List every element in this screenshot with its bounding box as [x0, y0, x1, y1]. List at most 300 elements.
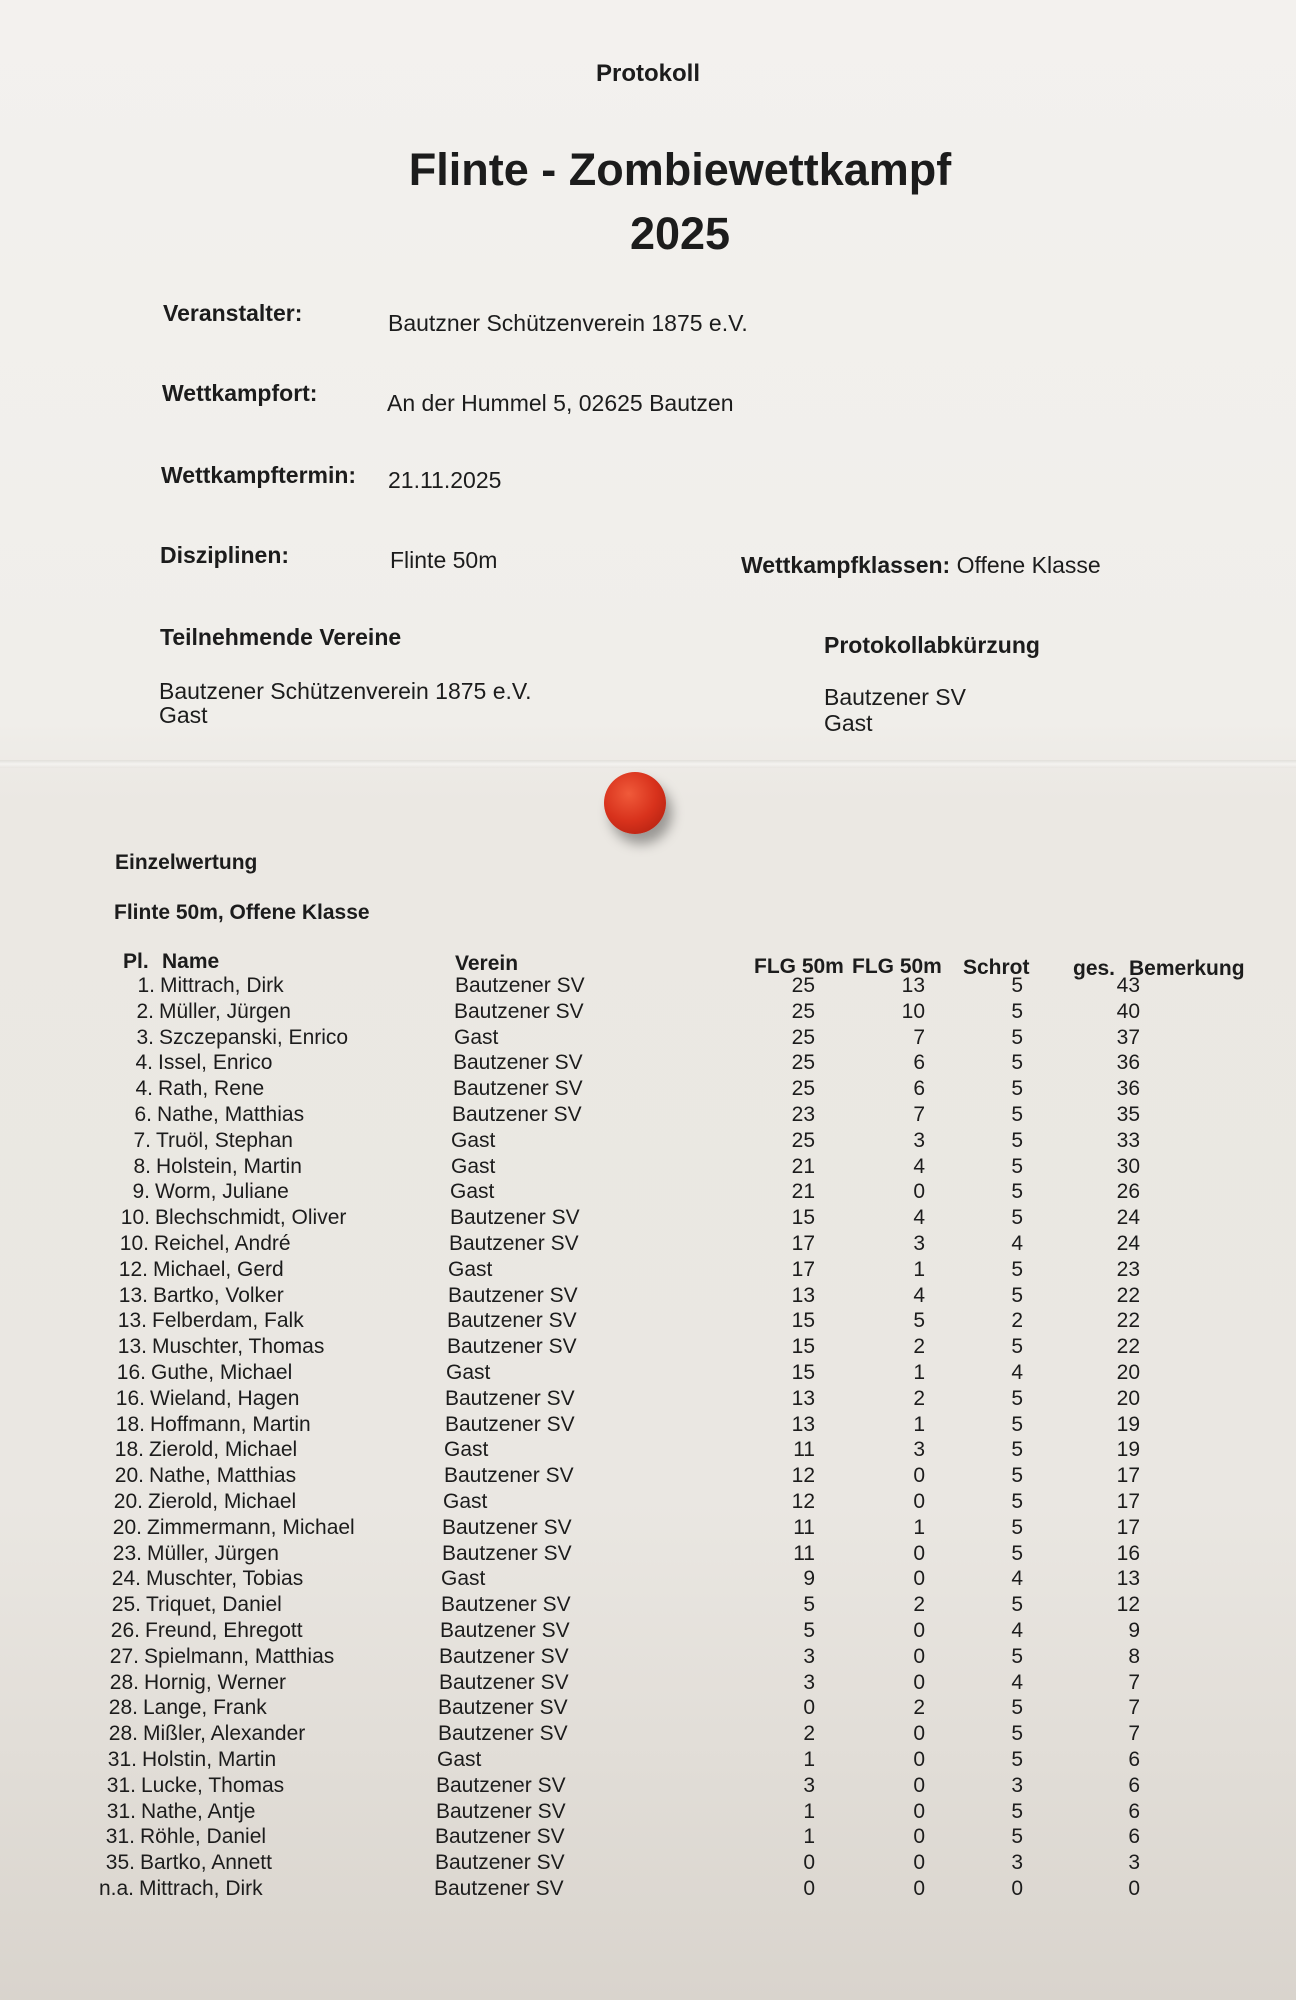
- cell-schrot: 5: [1011, 1489, 1023, 1513]
- cell-flg2: 0: [913, 1773, 925, 1797]
- cell-flg1: 11: [793, 1541, 815, 1565]
- cell-flg1: 13: [791, 1283, 815, 1307]
- cell-name: Lange, Frank: [143, 1696, 267, 1720]
- cell-name: Holstin, Martin: [142, 1747, 277, 1771]
- termin-value: 21.11.2025: [388, 467, 502, 493]
- cell-verein: Gast: [451, 1128, 496, 1152]
- cell-flg2: 1: [913, 1412, 925, 1436]
- cell-pl: 26.: [110, 1618, 140, 1642]
- cell-ges: 33: [1116, 1128, 1140, 1152]
- cell-verein: Bautzener SV: [436, 1773, 566, 1797]
- table-row: [0, 1077, 1296, 1103]
- cell-verein: Bautzener SV: [454, 999, 584, 1023]
- cell-pl: 35.: [105, 1851, 135, 1875]
- table-row: [0, 1671, 1296, 1697]
- cell-name: Zierold, Michael: [148, 1489, 297, 1513]
- table-row: [0, 1774, 1296, 1800]
- table-row: [0, 1155, 1296, 1181]
- cell-flg1: 3: [803, 1773, 815, 1797]
- cell-name: Issel, Enrico: [158, 1051, 273, 1075]
- table-row: [0, 1619, 1296, 1645]
- cell-flg2: 5: [913, 1309, 925, 1333]
- cell-flg1: 9: [803, 1567, 815, 1591]
- cell-flg2: 0: [913, 1722, 925, 1746]
- cell-flg1: 23: [791, 1102, 815, 1126]
- table-row: [0, 1438, 1296, 1464]
- cell-schrot: 5: [1011, 1102, 1023, 1126]
- cell-name: Mißler, Alexander: [143, 1722, 306, 1746]
- cell-verein: Bautzener SV: [440, 1618, 570, 1642]
- cell-pl: 10.: [120, 1206, 150, 1230]
- cell-flg2: 2: [913, 1593, 925, 1617]
- cell-flg2: 1: [913, 1515, 925, 1539]
- vereine-label: Teilnehmende Vereine: [160, 624, 402, 650]
- cell-name: Müller, Jürgen: [159, 999, 291, 1023]
- cell-flg1: 25: [791, 1025, 815, 1049]
- cell-pl: 7.: [133, 1128, 151, 1152]
- cell-flg2: 2: [913, 1696, 925, 1720]
- cell-flg2: 4: [913, 1154, 925, 1178]
- table-row: [0, 1877, 1296, 1903]
- cell-pl: 16.: [116, 1360, 146, 1384]
- cell-pl: 16.: [115, 1386, 145, 1410]
- cell-flg2: 3: [913, 1128, 925, 1152]
- cell-flg2: 0: [913, 1876, 925, 1900]
- cell-verein: Bautzener SV: [436, 1799, 566, 1823]
- cell-verein: Bautzener SV: [447, 1309, 577, 1333]
- cell-flg1: 11: [793, 1438, 815, 1462]
- cell-schrot: 5: [1011, 1799, 1023, 1823]
- cell-schrot: 5: [1011, 1077, 1023, 1101]
- cell-ges: 17: [1116, 1464, 1140, 1488]
- cell-name: Zimmermann, Michael: [147, 1515, 355, 1539]
- vereine-item-1: Bautzener Schützenverein 1875 e.V.: [159, 678, 532, 704]
- table-row: [0, 1542, 1296, 1568]
- table-row: [0, 1232, 1296, 1258]
- cell-schrot: 5: [1011, 974, 1023, 997]
- cell-ges: 22: [1116, 1335, 1140, 1359]
- cell-schrot: 5: [1011, 1722, 1023, 1746]
- table-row: [0, 1413, 1296, 1439]
- col-header-pl: Pl.: [123, 950, 149, 973]
- termin-label: Wettkampftermin:: [161, 462, 357, 488]
- cell-pl: 31.: [105, 1825, 135, 1849]
- cell-name: Guthe, Michael: [151, 1360, 293, 1384]
- cell-name: Müller, Jürgen: [147, 1541, 279, 1565]
- cell-flg1: 21: [791, 1154, 815, 1178]
- cell-pl: 6.: [134, 1102, 152, 1126]
- cell-ges: 12: [1116, 1593, 1140, 1617]
- table-row: [0, 1103, 1296, 1129]
- cell-flg2: 0: [913, 1851, 925, 1875]
- cell-ges: 19: [1116, 1412, 1140, 1436]
- cell-flg1: 25: [791, 999, 815, 1023]
- table-row: [0, 1361, 1296, 1387]
- disziplinen-label: Disziplinen:: [160, 542, 290, 568]
- veranstalter-label: Veranstalter:: [163, 300, 303, 326]
- cell-flg2: 0: [913, 1799, 925, 1823]
- cell-flg2: 2: [913, 1386, 925, 1410]
- cell-flg1: 12: [791, 1464, 815, 1488]
- cell-pl: 23.: [112, 1541, 142, 1565]
- cell-flg1: 2: [803, 1722, 815, 1746]
- cell-verein: Bautzener SV: [447, 1335, 577, 1359]
- cell-flg1: 1: [803, 1799, 815, 1823]
- cell-pl: 31.: [106, 1773, 136, 1797]
- table-row: [0, 1206, 1296, 1232]
- cell-schrot: 5: [1011, 1438, 1023, 1462]
- cell-name: Nathe, Antje: [141, 1799, 256, 1823]
- cell-schrot: 4: [1011, 1618, 1023, 1642]
- table-row: [0, 1051, 1296, 1077]
- table-row: [0, 1000, 1296, 1026]
- cell-schrot: 5: [1011, 1128, 1023, 1152]
- cell-flg2: 0: [913, 1747, 925, 1771]
- cell-flg2: 10: [901, 999, 925, 1023]
- cell-verein: Bautzener SV: [448, 1283, 578, 1307]
- cell-pl: 2.: [136, 999, 154, 1023]
- cell-pl: 4.: [135, 1077, 153, 1101]
- table-row: [0, 1387, 1296, 1413]
- cell-flg2: 0: [913, 1670, 925, 1694]
- cell-schrot: 5: [1011, 1335, 1023, 1359]
- cell-flg1: 5: [803, 1618, 815, 1642]
- cell-schrot: 5: [1011, 1154, 1023, 1178]
- cell-ges: 36: [1116, 1051, 1140, 1075]
- cell-ges: 17: [1116, 1515, 1140, 1539]
- cell-flg1: 21: [791, 1180, 815, 1204]
- cell-verein: Bautzener SV: [439, 1644, 569, 1668]
- cell-flg1: 25: [791, 1051, 815, 1075]
- veranstalter-value: Bautzner Schützenverein 1875 e.V.: [388, 310, 748, 336]
- cell-flg1: 15: [791, 1206, 815, 1230]
- cell-flg1: 17: [791, 1231, 815, 1255]
- table-row: [0, 1593, 1296, 1619]
- title-line-2: 2025: [629, 208, 731, 259]
- cell-pl: 20.: [113, 1489, 143, 1513]
- table-row: [0, 1722, 1296, 1748]
- cell-verein: Gast: [446, 1360, 491, 1384]
- cell-flg2: 0: [913, 1489, 925, 1513]
- cell-pl: 18.: [114, 1438, 144, 1462]
- cell-pl: n.a.: [98, 1876, 134, 1900]
- cell-flg2: 13: [901, 974, 925, 997]
- table-row: [0, 1026, 1296, 1052]
- cell-flg2: 0: [913, 1825, 925, 1849]
- cell-schrot: 2: [1011, 1309, 1023, 1333]
- cell-ges: 37: [1116, 1025, 1140, 1049]
- cell-pl: 13.: [118, 1283, 148, 1307]
- cell-ges: 3: [1128, 1851, 1140, 1875]
- title-line-1: Flinte - Zombiewettkampf: [408, 144, 952, 195]
- table-row: [0, 1180, 1296, 1206]
- cell-pl: 10.: [119, 1231, 149, 1255]
- cell-schrot: 5: [1011, 1386, 1023, 1410]
- cell-ges: 7: [1128, 1696, 1140, 1720]
- klassen-value: Offene Klasse: [956, 552, 1101, 578]
- cell-flg1: 0: [803, 1851, 815, 1875]
- cell-verein: Bautzener SV: [435, 1851, 565, 1875]
- cell-flg1: 0: [803, 1696, 815, 1720]
- cell-verein: Bautzener SV: [442, 1541, 572, 1565]
- cell-ges: 36: [1116, 1077, 1140, 1101]
- cell-name: Nathe, Matthias: [157, 1102, 305, 1126]
- cell-ges: 40: [1116, 999, 1140, 1023]
- cell-name: Hornig, Werner: [144, 1670, 286, 1694]
- cell-flg2: 1: [913, 1360, 925, 1384]
- cell-name: Wieland, Hagen: [150, 1386, 300, 1410]
- cell-flg1: 1: [803, 1825, 815, 1849]
- table-row: [0, 1464, 1296, 1490]
- cell-ges: 7: [1128, 1670, 1140, 1694]
- cell-verein: Gast: [441, 1567, 486, 1591]
- col-header-name: Name: [162, 950, 220, 973]
- cell-name: Mittrach, Dirk: [139, 1876, 263, 1900]
- col-header-verein: Verein: [455, 952, 519, 975]
- cell-flg2: 4: [913, 1283, 925, 1307]
- cell-flg1: 0: [803, 1876, 815, 1900]
- cell-name: Zierold, Michael: [149, 1438, 298, 1462]
- disziplinen-value: Flinte 50m: [390, 547, 498, 573]
- cell-ges: 22: [1116, 1283, 1140, 1307]
- cell-pl: 20.: [112, 1515, 142, 1539]
- table-row: [0, 1748, 1296, 1774]
- document-label: Protokoll: [595, 60, 700, 87]
- cell-ges: 8: [1128, 1644, 1140, 1668]
- cell-verein: Gast: [448, 1257, 493, 1281]
- cell-verein: Bautzener SV: [434, 1876, 564, 1900]
- table-row: [0, 1516, 1296, 1542]
- cell-flg2: 3: [913, 1438, 925, 1462]
- cell-verein: Gast: [451, 1154, 496, 1178]
- cell-ges: 20: [1116, 1386, 1140, 1410]
- cell-schrot: 5: [1011, 999, 1023, 1023]
- cell-flg2: 2: [913, 1335, 925, 1359]
- cell-pl: 31.: [106, 1799, 136, 1823]
- cell-verein: Bautzener SV: [444, 1464, 574, 1488]
- cell-pl: 28.: [109, 1670, 139, 1694]
- cell-name: Freund, Ehregott: [145, 1618, 303, 1642]
- cell-schrot: 5: [1011, 1696, 1023, 1720]
- cell-schrot: 4: [1011, 1231, 1023, 1255]
- cell-name: Hoffmann, Martin: [150, 1412, 311, 1436]
- cell-ges: 22: [1116, 1309, 1140, 1333]
- cell-verein: Gast: [437, 1747, 482, 1771]
- cell-flg1: 13: [791, 1386, 815, 1410]
- cell-ges: 30: [1116, 1154, 1140, 1178]
- cell-name: Muschter, Tobias: [146, 1567, 304, 1591]
- cell-flg2: 6: [913, 1051, 925, 1075]
- cell-verein: Bautzener SV: [453, 1051, 583, 1075]
- cell-schrot: 5: [1011, 1257, 1023, 1281]
- cell-verein: Bautzener SV: [445, 1412, 575, 1436]
- cell-schrot: 5: [1011, 1747, 1023, 1771]
- cell-schrot: 5: [1011, 1051, 1023, 1075]
- table-row: [0, 974, 1296, 1000]
- cell-ges: 20: [1116, 1360, 1140, 1384]
- cell-name: Nathe, Matthias: [149, 1464, 297, 1488]
- cell-schrot: 4: [1011, 1670, 1023, 1694]
- cell-flg2: 0: [913, 1618, 925, 1642]
- cell-verein: Bautzener SV: [449, 1231, 579, 1255]
- cell-schrot: 3: [1011, 1851, 1023, 1875]
- table-row: [0, 1645, 1296, 1671]
- paper-fold: [0, 760, 1296, 768]
- cell-verein: Gast: [454, 1025, 499, 1049]
- cell-ges: 16: [1116, 1541, 1140, 1565]
- cell-flg1: 5: [803, 1593, 815, 1617]
- cell-pl: 9.: [132, 1180, 150, 1204]
- cell-flg2: 7: [913, 1102, 925, 1126]
- cell-flg2: 0: [913, 1180, 925, 1204]
- cell-flg1: 17: [791, 1257, 815, 1281]
- cell-flg1: 15: [791, 1360, 815, 1384]
- cell-flg2: 7: [913, 1025, 925, 1049]
- cell-flg1: 3: [803, 1644, 815, 1668]
- ort-label: Wettkampfort:: [162, 380, 318, 406]
- col-header-ges: ges.: [1073, 957, 1116, 980]
- cell-verein: Bautzener SV: [441, 1593, 571, 1617]
- cell-verein: Gast: [443, 1489, 488, 1513]
- table-row: [0, 1696, 1296, 1722]
- cell-schrot: 5: [1011, 1025, 1023, 1049]
- push-pin: [604, 772, 666, 834]
- cell-ges: 17: [1116, 1489, 1140, 1513]
- cell-pl: 31.: [107, 1747, 137, 1771]
- cell-name: Bartko, Annett: [140, 1851, 272, 1875]
- cell-name: Triquet, Daniel: [146, 1593, 282, 1617]
- cell-schrot: 5: [1011, 1180, 1023, 1204]
- cell-verein: Bautzener SV: [455, 974, 585, 997]
- cell-verein: Bautzener SV: [445, 1386, 575, 1410]
- abk-label: Protokollabkürzung: [824, 632, 1040, 658]
- cell-ges: 35: [1116, 1102, 1140, 1126]
- cell-flg2: 0: [913, 1541, 925, 1565]
- cell-schrot: 5: [1011, 1283, 1023, 1307]
- cell-verein: Bautzener SV: [435, 1825, 565, 1849]
- col-header-flg-2: FLG 50m: [852, 955, 942, 978]
- cell-pl: 3.: [136, 1025, 154, 1049]
- cell-name: Michael, Gerd: [153, 1257, 284, 1281]
- table-row: [0, 1825, 1296, 1851]
- cell-name: Blechschmidt, Oliver: [155, 1206, 347, 1230]
- cell-name: Truöl, Stephan: [156, 1128, 293, 1152]
- cell-ges: 9: [1128, 1618, 1140, 1642]
- cell-name: Rath, Rene: [158, 1077, 265, 1101]
- cell-pl: 13.: [117, 1335, 147, 1359]
- cell-schrot: 5: [1011, 1541, 1023, 1565]
- cell-ges: 0: [1128, 1876, 1140, 1900]
- cell-name: Lucke, Thomas: [141, 1773, 285, 1797]
- ort-value: An der Hummel 5, 02625 Bautzen: [387, 390, 734, 416]
- section-einzelwertung: Einzelwertung: [115, 851, 258, 874]
- cell-flg1: 25: [791, 974, 815, 997]
- cell-verein: Bautzener SV: [438, 1722, 568, 1746]
- cell-name: Worm, Juliane: [155, 1180, 289, 1204]
- cell-pl: 1.: [137, 974, 155, 997]
- cell-ges: 24: [1116, 1206, 1140, 1230]
- cell-schrot: 3: [1011, 1773, 1023, 1797]
- cell-flg1: 25: [791, 1128, 815, 1152]
- cell-ges: 13: [1116, 1567, 1140, 1591]
- cell-verein: Bautzener SV: [450, 1206, 580, 1230]
- cell-schrot: 5: [1011, 1206, 1023, 1230]
- abk-item-1: Bautzener SV: [824, 684, 966, 710]
- cell-verein: Bautzener SV: [442, 1515, 572, 1539]
- table-row: [0, 1258, 1296, 1284]
- cell-verein: Bautzener SV: [439, 1670, 569, 1694]
- cell-pl: 24.: [111, 1567, 141, 1591]
- cell-flg1: 3: [803, 1670, 815, 1694]
- cell-ges: 6: [1128, 1825, 1140, 1849]
- cell-flg2: 4: [913, 1206, 925, 1230]
- cell-pl: 28.: [108, 1722, 138, 1746]
- table-row: [0, 1567, 1296, 1593]
- klassen-label: Wettkampfklassen:: [741, 552, 951, 578]
- cell-ges: 7: [1128, 1722, 1140, 1746]
- cell-ges: 23: [1116, 1257, 1140, 1281]
- vereine-item-2: Gast: [159, 702, 208, 728]
- cell-schrot: 5: [1011, 1593, 1023, 1617]
- cell-pl: 13.: [117, 1309, 147, 1333]
- cell-flg2: 0: [913, 1567, 925, 1591]
- col-header-flg-1: FLG 50m: [754, 955, 844, 978]
- cell-pl: 25.: [111, 1593, 141, 1617]
- cell-flg2: 0: [913, 1644, 925, 1668]
- cell-ges: 26: [1116, 1180, 1140, 1204]
- cell-verein: Bautzener SV: [453, 1077, 583, 1101]
- col-header-schrot: Schrot: [963, 956, 1030, 979]
- cell-flg1: 15: [791, 1335, 815, 1359]
- cell-ges: 6: [1128, 1799, 1140, 1823]
- cell-verein: Gast: [444, 1438, 489, 1462]
- cell-flg1: 1: [803, 1747, 815, 1771]
- cell-pl: 4.: [135, 1051, 153, 1075]
- cell-schrot: 5: [1011, 1644, 1023, 1668]
- cell-schrot: 5: [1011, 1464, 1023, 1488]
- cell-schrot: 5: [1011, 1515, 1023, 1539]
- cell-flg2: 6: [913, 1077, 925, 1101]
- cell-pl: 27.: [109, 1644, 139, 1668]
- cell-ges: 6: [1128, 1773, 1140, 1797]
- cell-ges: 19: [1116, 1438, 1140, 1462]
- cell-flg1: 25: [791, 1077, 815, 1101]
- cell-name: Muschter, Thomas: [152, 1335, 325, 1359]
- abk-item-2: Gast: [824, 710, 873, 736]
- cell-name: Röhle, Daniel: [140, 1825, 267, 1849]
- cell-name: Mittrach, Dirk: [160, 974, 284, 997]
- cell-schrot: 5: [1011, 1412, 1023, 1436]
- cell-schrot: 5: [1011, 1825, 1023, 1849]
- cell-pl: 18.: [115, 1412, 145, 1436]
- cell-schrot: 0: [1011, 1876, 1023, 1900]
- table-row: [0, 1129, 1296, 1155]
- cell-verein: Bautzener SV: [452, 1102, 582, 1126]
- cell-flg1: 13: [791, 1412, 815, 1436]
- cell-flg1: 12: [791, 1489, 815, 1513]
- cell-name: Spielmann, Matthias: [144, 1644, 335, 1668]
- cell-pl: 12.: [118, 1257, 148, 1281]
- cell-flg2: 1: [913, 1257, 925, 1281]
- cell-name: Felberdam, Falk: [152, 1309, 304, 1333]
- cell-schrot: 4: [1011, 1567, 1023, 1591]
- cell-ges: 6: [1128, 1747, 1140, 1771]
- cell-flg2: 3: [913, 1231, 925, 1255]
- cell-schrot: 4: [1011, 1360, 1023, 1384]
- col-header-bemerkung: Bemerkung: [1129, 957, 1245, 980]
- cell-name: Holstein, Martin: [156, 1154, 302, 1178]
- cell-flg1: 11: [793, 1515, 815, 1539]
